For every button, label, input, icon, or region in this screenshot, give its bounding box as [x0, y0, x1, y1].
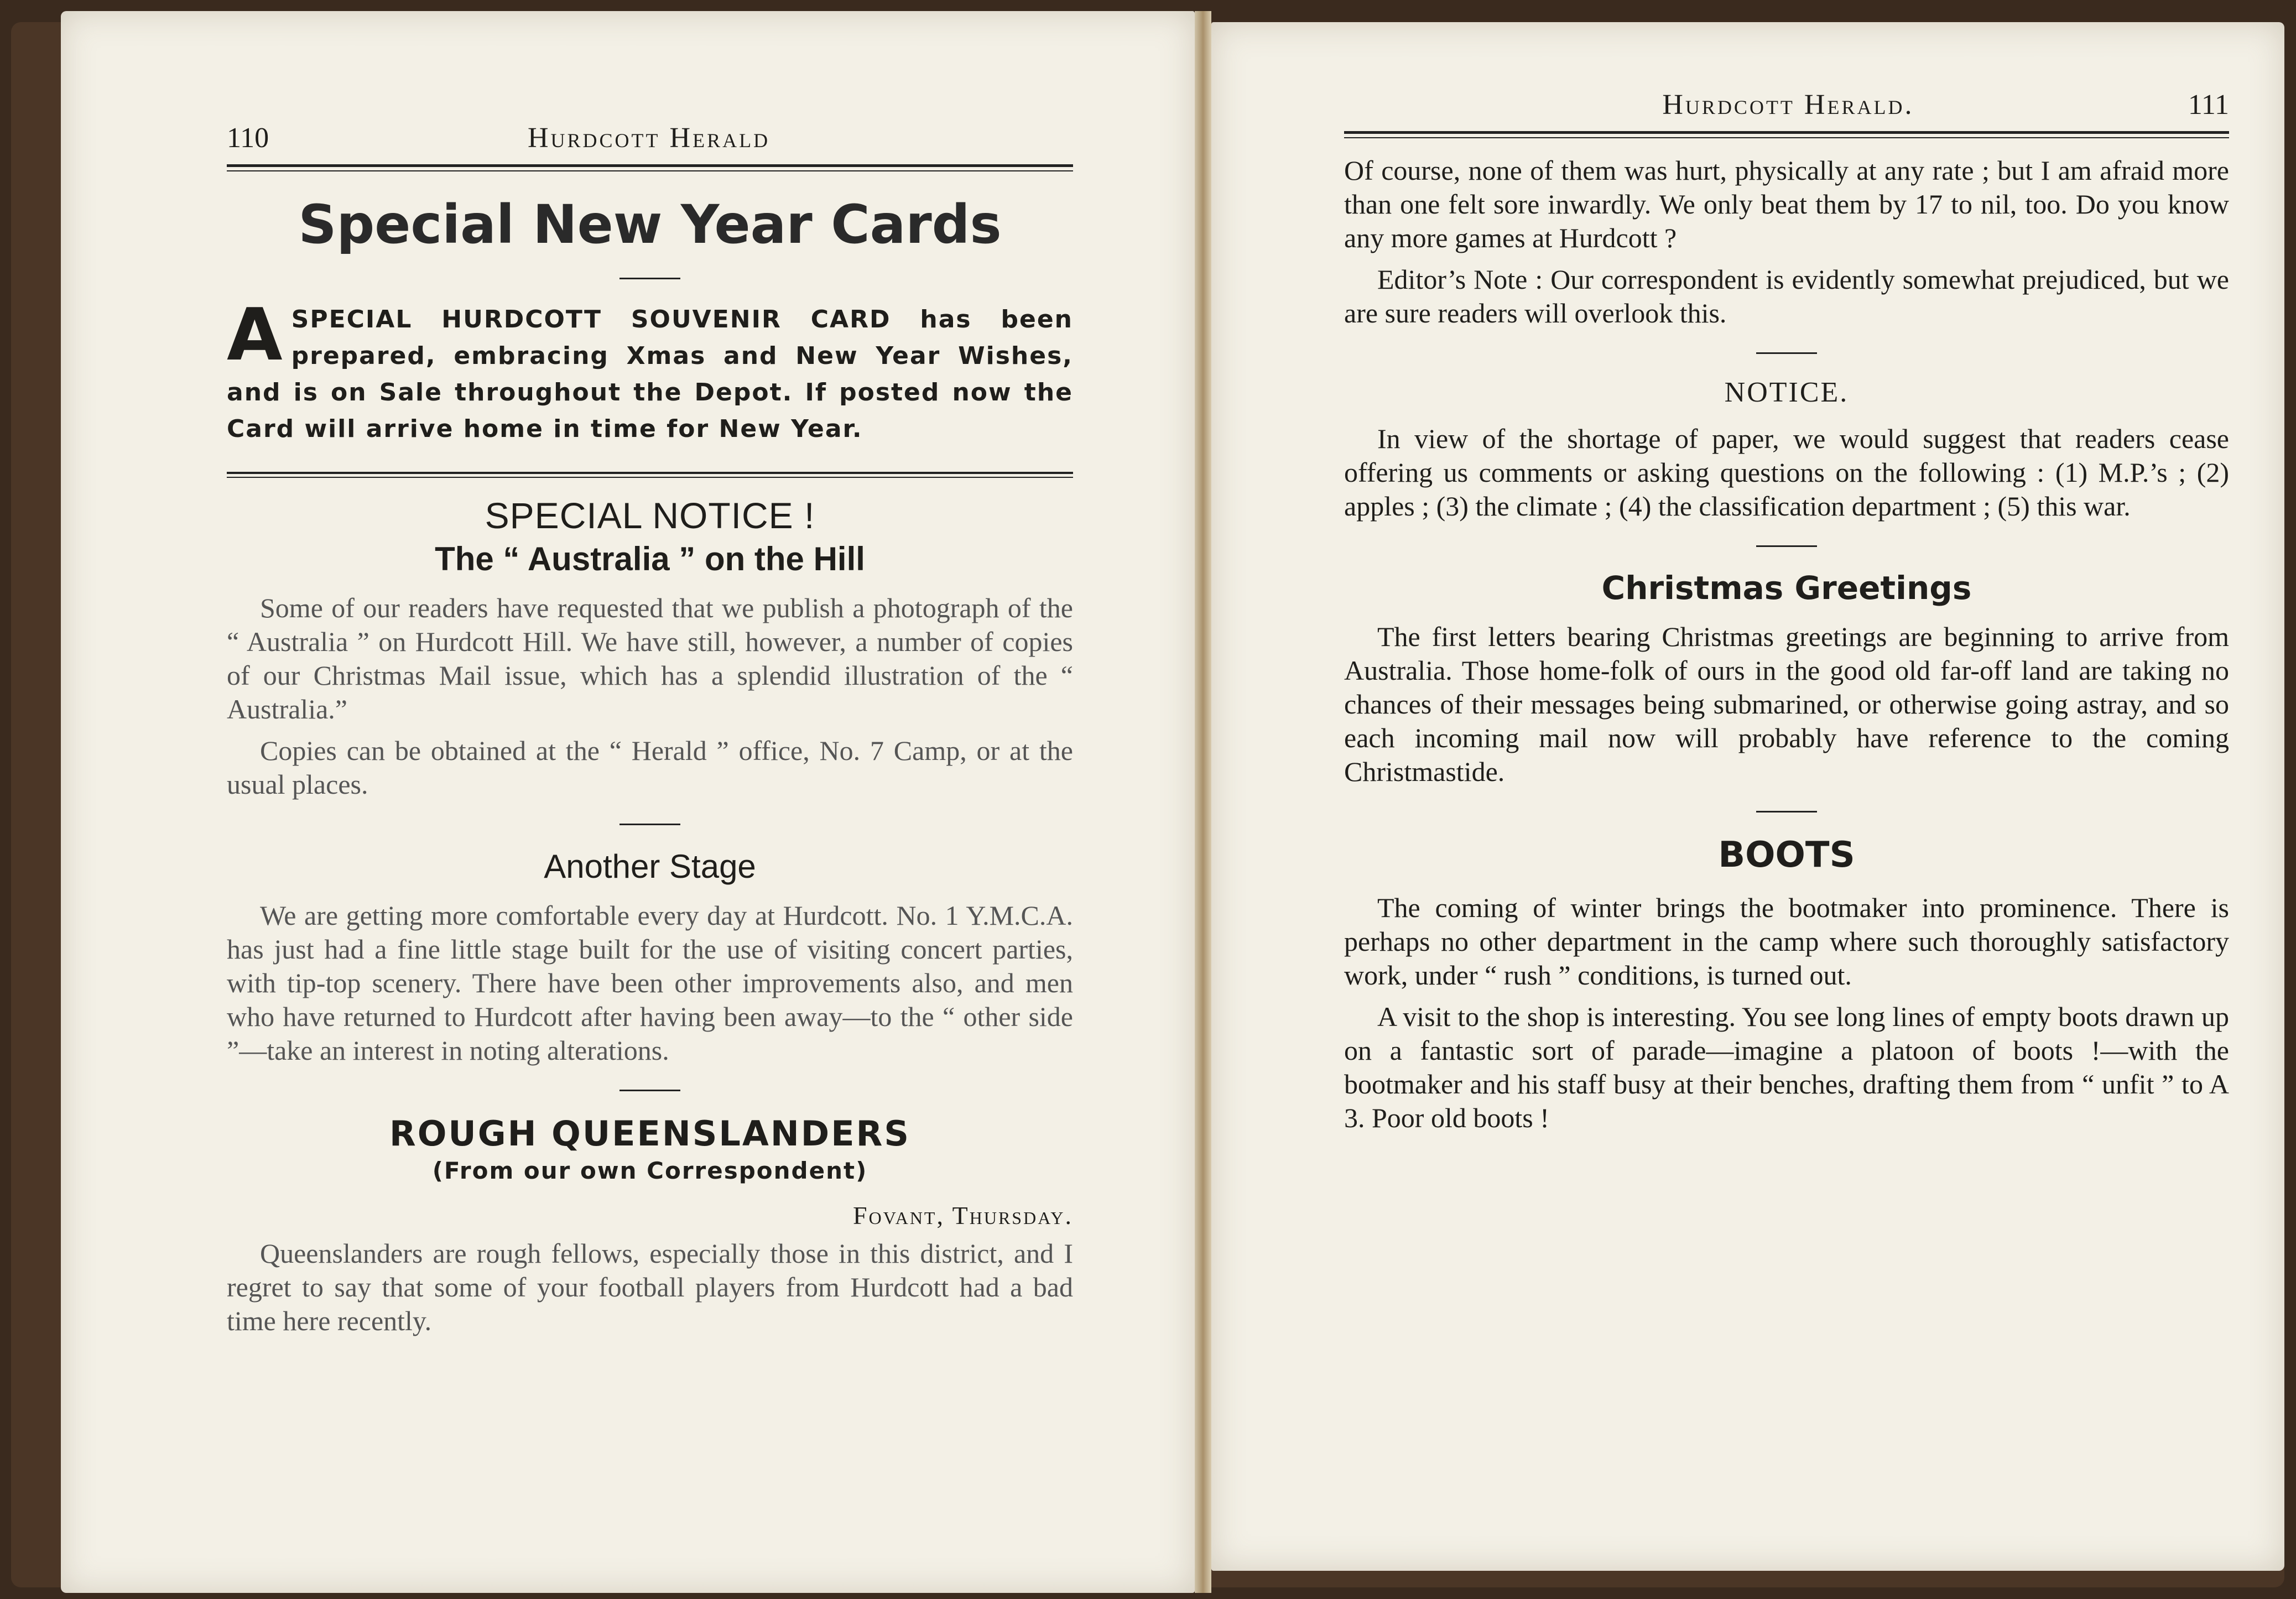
ad-text: SPECIAL HURDCOTT SOUVENIR CARD has been prepared, embracing Xmas and New Year Wishes, and is on Sale throughout the Depot. If posted now the Card will arrive home in time for New Year.	[227, 305, 1073, 443]
right-page-content	[1344, 88, 2229, 1143]
correspondent-subheading: (From our own Correspondent)	[432, 1157, 868, 1184]
another-stage-heading: Another Stage	[544, 848, 756, 885]
ad-title: Special New Year Cards	[298, 194, 1002, 256]
stage-body	[227, 899, 1073, 1067]
boots-paragraph-2: A visit to the shop is interesting. You see long lines of empty boots drawn up on a fantastic sort of parade—imagine a platoon of boots !—with the bootmaker and his staff busy at their benches, drafting them from “ unfit ” to A 3. Poor old boots !	[1344, 1001, 2229, 1133]
rough-queenslanders-heading: ROUGH QUEENSLANDERS	[389, 1113, 911, 1154]
right-running-title: Hurdcott Herald.	[1662, 89, 1914, 121]
greetings-paragraph: The first letters bearing Christmas greetings are beginning to arrive from Australia. Those home-folk of ours in the good old far-off land are taking no chances of their messages being submarined, or otherwise going astray, and so each incoming mail now will probably have reference to the coming Christmastide.	[1344, 621, 2229, 787]
australia-subheading: The “ Australia ” on the Hill	[435, 540, 865, 577]
divider	[1756, 352, 1817, 354]
left-running-header	[227, 122, 1073, 154]
rough-paragraph: Queenslanders are rough fellows, especially those in this district, and I regret to say that some of your football players from Hurdcott had a bad time here recently.	[227, 1238, 1073, 1336]
ad-dropcap: A	[227, 293, 284, 377]
notice-body	[227, 591, 1073, 801]
boots-paragraph-1: The coming of winter brings the bootmaker into prominence. There is perhaps no other department in the camp where such thoroughly satisfactory work, under “ rush ” conditions, is turned out.	[1344, 892, 2229, 991]
header-rule	[1344, 131, 2229, 138]
divider	[619, 1090, 680, 1091]
section-rule	[227, 472, 1073, 478]
special-notice-heading: SPECIAL NOTICE !	[485, 495, 815, 536]
continued-paragraph: Of course, none of them was hurt, physically at any rate ; but I am afraid more than one felt sore inwardly. We only beat them by 17 to nil, too. Do you know any more games at Hurdcott ?	[1344, 155, 2229, 253]
divider	[1756, 811, 1817, 812]
right-page-number: 111	[2188, 89, 2229, 121]
left-running-title: Hurdcott Herald	[527, 122, 770, 154]
editor-note: Editor’s Note : Our correspondent is evidently somewhat prejudiced, but we are sure readers will overlook this.	[1344, 264, 2229, 329]
book-gutter	[1195, 11, 1211, 1593]
header-rule	[227, 164, 1073, 171]
right-running-header	[1344, 88, 2229, 121]
notice-paragraph-2: Copies can be obtained at the “ Herald ” office, No. 7 Camp, or at the usual places.	[227, 735, 1073, 800]
notice-paragraph: In view of the shortage of paper, we would suggest that readers cease offering us comments or asking questions on the following : (1) M.P.’s ; (2) apples ; (3) the climate ; (4) the classification department ; (5) this war.	[1344, 423, 2229, 522]
divider	[619, 278, 680, 279]
left-page	[61, 11, 1195, 1593]
right-page	[1211, 22, 2284, 1571]
stage-paragraph: We are getting more comfortable every day at Hurdcott. No. 1 Y.M.C.A. has just had a fine little stage built for the use of visiting concert parties, with tip-top scenery. There have been other improvements also, and men who have returned to Hurdcott after having been away—to the “ other side ”—take an interest in noting alterations.	[227, 900, 1073, 1066]
notice-paragraph-1: Some of our readers have requested that we publish a photograph of the “ Australia ” on Hurdcott Hill. We have still, however, a number of copies of our Christmas Mail issue, which has a splendid illustration of the “ Australia.”	[227, 592, 1073, 725]
ad-text-block	[227, 293, 1073, 447]
dateline: Fovant, Thursday.	[853, 1201, 1073, 1230]
divider	[619, 824, 680, 825]
divider	[1756, 545, 1817, 547]
christmas-greetings-heading: Christmas Greetings	[1601, 569, 1972, 607]
notice-heading: NOTICE.	[1724, 377, 1849, 408]
left-page-content	[227, 122, 1073, 1346]
rough-body	[227, 1237, 1073, 1338]
left-page-number: 110	[227, 122, 269, 154]
boots-heading: BOOTS	[1718, 835, 1855, 876]
